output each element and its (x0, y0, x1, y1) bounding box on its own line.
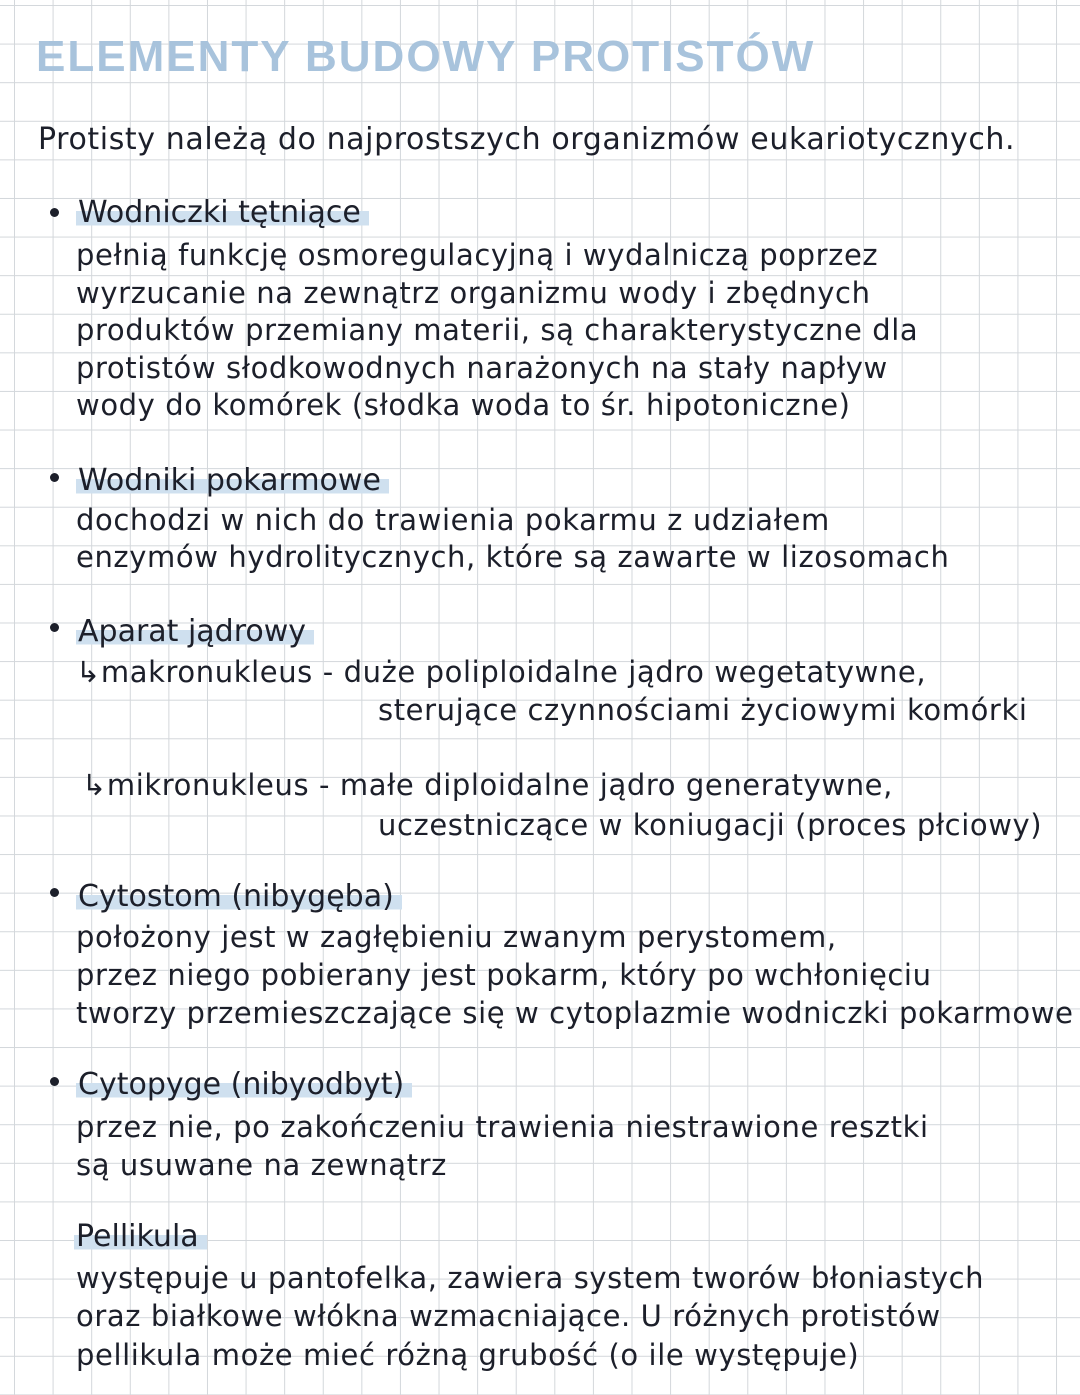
body-line: są usuwane na zewnątrz (76, 1148, 447, 1182)
body-line: przez nie, po zakończeniu trawienia niestrawione resztki (76, 1110, 929, 1144)
section-heading: Aparat jądrowy (76, 614, 314, 650)
body-line: enzymów hydrolitycznych, które są zawarte w lizosomach (76, 540, 950, 574)
section-heading: Wodniki pokarmowe (76, 463, 389, 499)
body-line: występuje u pantofelka, zawiera system tworów błoniastych (76, 1261, 985, 1295)
body-line: pellikula może mieć różną grubość (o ile występuje) (76, 1338, 860, 1372)
body-line: wody do komórek (słodka woda to śr. hipotoniczne) (76, 388, 851, 422)
section-heading: Cytostom (nibygęba) (76, 879, 402, 915)
bullet-icon (50, 1077, 59, 1086)
body-line: oraz białkowe włókna wzmacniające. U różnych protistów (76, 1299, 941, 1333)
body-line: pełnią funkcję osmoregulacyjną i wydalniczą poprzez (76, 238, 879, 272)
section-heading: Cytopyge (nibyodbyt) (76, 1067, 412, 1103)
section-heading: Pellikula (74, 1219, 207, 1255)
body-line: przez niego pobierany jest pokarm, który po wchłonięciu (76, 958, 932, 992)
bullet-icon (50, 888, 59, 897)
bullet-icon (50, 473, 59, 482)
bullet-icon (50, 208, 59, 217)
bullet-icon (50, 623, 59, 632)
body-line: ↳makronukleus - duże poliploidalne jądro wegetatywne, (76, 655, 927, 689)
body-line: ↳mikronukleus - małe diploidalne jądro generatywne, (82, 768, 893, 802)
body-line: położony jest w zagłębieniu zwanym perystomem, (76, 920, 837, 954)
intro-text: Protisty należą do najprostszych organizmów eukariotycznych. (38, 122, 1016, 157)
body-line: dochodzi w nich do trawienia pokarmu z udziałem (76, 503, 830, 537)
section-heading: Wodniczki tętniące (76, 195, 369, 231)
body-line: tworzy przemieszczające się w cytoplazmie wodniczki pokarmowe (76, 996, 1074, 1030)
body-line: produktów przemiany materii, są charakterystyczne dla (76, 313, 919, 347)
body-line: protistów słodkowodnych narażonych na stały napływ (76, 351, 888, 385)
body-line: sterujące czynnościami życiowymi komórki (378, 693, 1028, 727)
body-line: uczestniczące w koniugacji (proces płciowy) (378, 808, 1043, 842)
page-title: ELEMENTY BUDOWY PROTISTÓW (36, 32, 816, 81)
body-line: wyrzucanie na zewnątrz organizmu wody i zbędnych (76, 276, 871, 310)
